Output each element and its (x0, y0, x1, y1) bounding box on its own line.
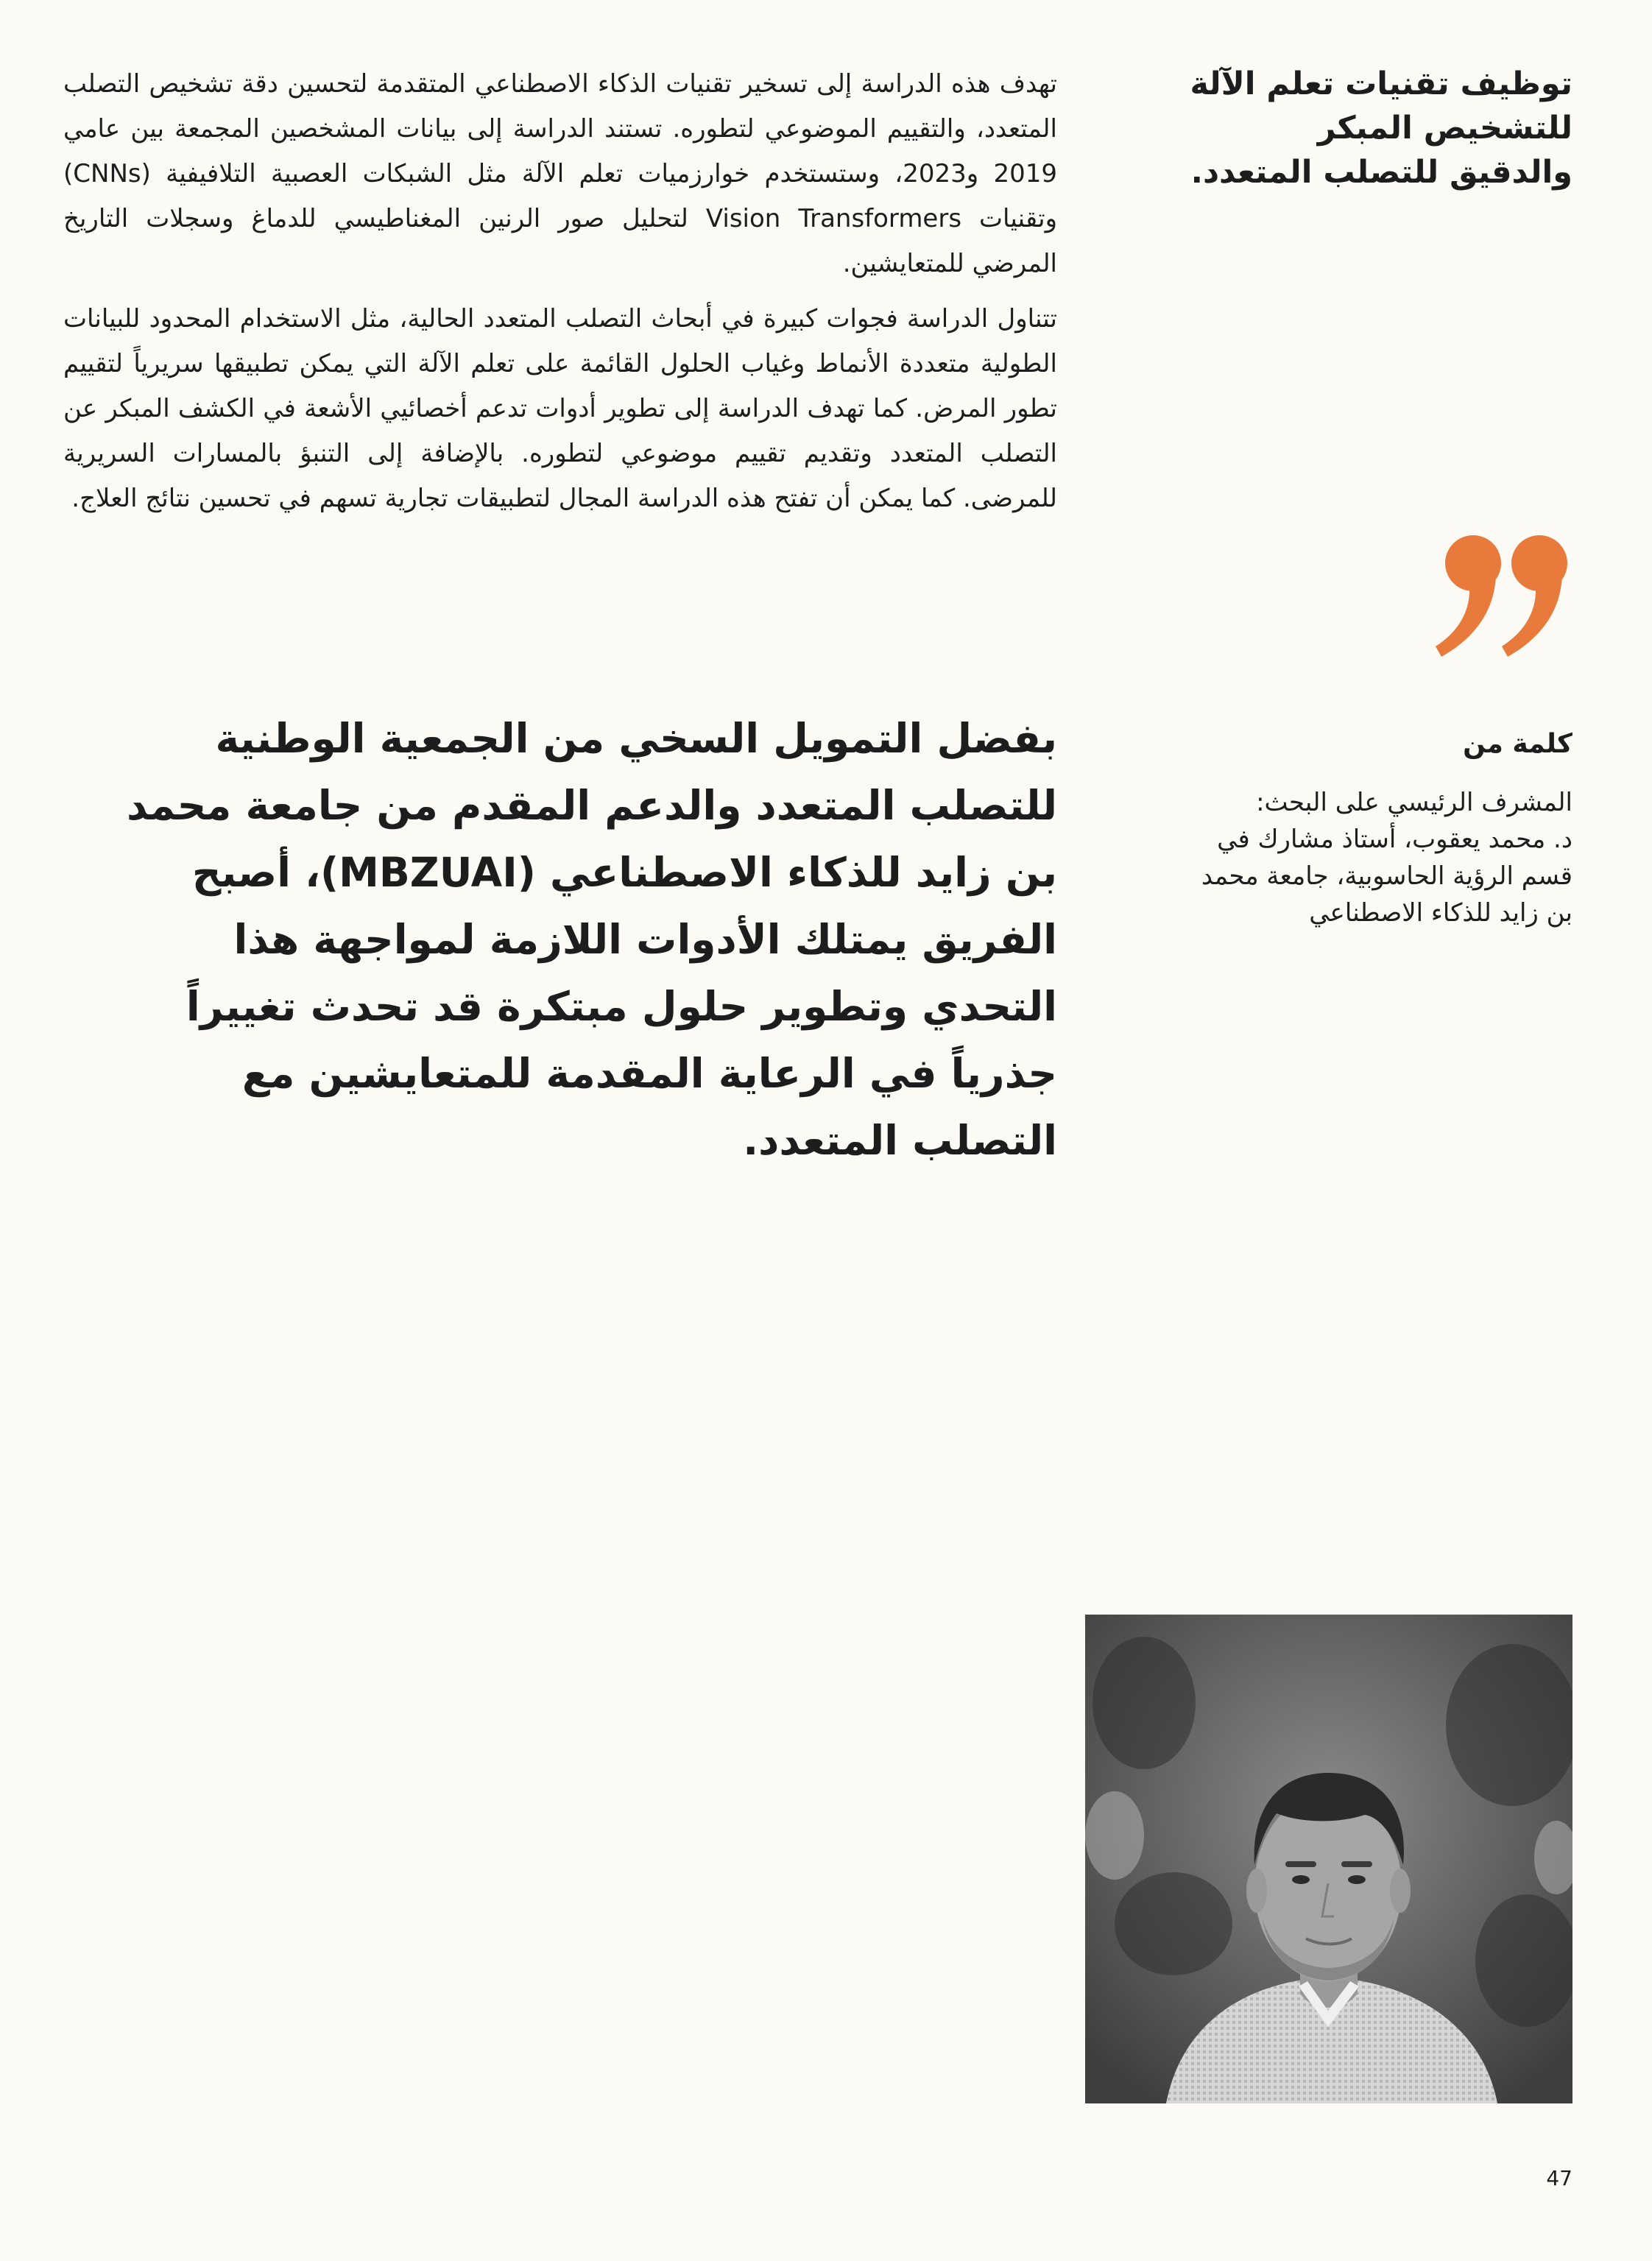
attribution-heading: كلمة من (1463, 729, 1572, 759)
attribution-line: د. محمد يعقوب، أستاذ مشارك في (1217, 825, 1572, 854)
page-number: 47 (1546, 2166, 1572, 2190)
portrait-photo (1085, 1615, 1572, 2103)
side-title: توظيف تقنيات تعلم الآلة للتشخيص المبكر والدقيق للتصلب المتعدد. (1190, 66, 1572, 191)
main-column (63, 62, 1057, 532)
gaps-paragraph: تتناول الدراسة فجوات كبيرة في أبحاث التصلب المتعدد الحالية، مثل الاستخدام المحدود للبيانات الطولية متعددة الأنماط وغياب الحلول القائمة على تعلم الآلة التي يمكن تطبيقها سريرياً لتقييم تطور المرض. كما تهدف الدراسة إلى تطوير أدوات تدعم أخصائيي الأشعة في الكشف المبكر عن التصلب المتعدد وتقديم تقييم موضوعي لتطوره. بالإضافة إلى التنبؤ بالمسارات السريرية للمرضى. كما يمكن أن تفتح هذه الدراسة المجال لتطبيقات تجارية تسهم في تحسين نتائج العلاج. (63, 304, 1057, 513)
attribution-line: بن زايد للذكاء الاصطناعي (1309, 898, 1572, 928)
intro-paragraph: تهدف هذه الدراسة إلى تسخير تقنيات الذكاء الاصطناعي المتقدمة لتحسين دقة تشخيص التصلب المتعدد، والتقييم الموضوعي لتطوره. تستند الدراسة إلى بيانات المشخصين المجمعة بين عامي 2019 و2023، وستستخدم خوارزميات تعلم الآلة مثل الشبكات العصبية التلافيفية (CNNs) وتقنيات Vision Transformers لتحليل صور الرنين المغناطيسي للدماغ وسجلات التاريخ المرضي للمتعايشين. (63, 69, 1057, 278)
closing-quote-icon (1433, 530, 1572, 663)
attribution-body (1160, 784, 1572, 931)
attribution-line: المشرف الرئيسي على البحث: (1256, 788, 1572, 817)
attribution-line: قسم الرؤية الحاسوبية، جامعة محمد (1201, 861, 1572, 891)
pull-quote: بفضل التمويل السخي من الجمعية الوطنية للتصلب المتعدد والدعم المقدم من جامعة محمد بن زايد للذكاء الاصطناعي (MBZUAI)، أصبح الفريق يمتلك الأدوات اللازمة لمواجهة هذا التحدي وتطوير حلول مبتكرة قد تحدث تغييراً جذرياً في الرعاية المقدمة للمتعايشين مع التصلب المتعدد. (126, 715, 1057, 1164)
